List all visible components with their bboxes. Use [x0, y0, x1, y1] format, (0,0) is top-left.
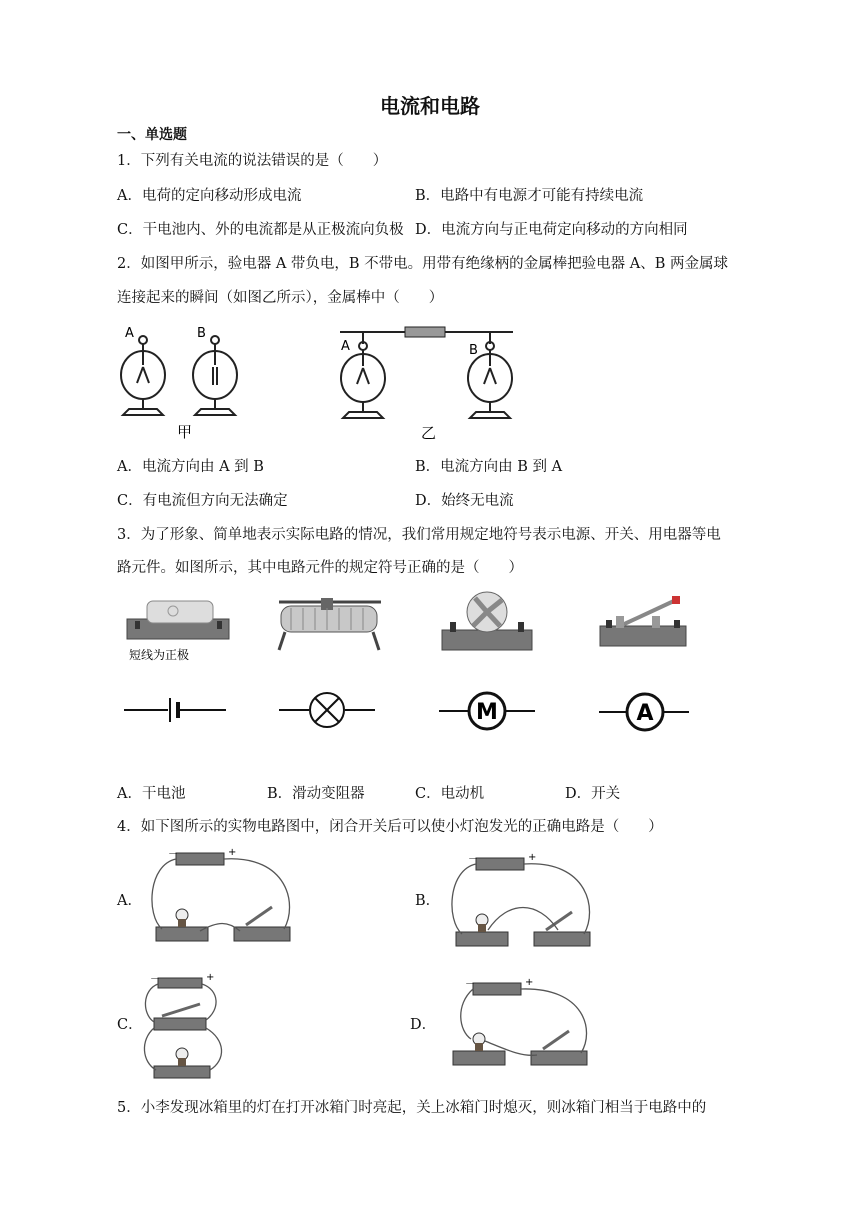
ammeter-letter: A — [636, 701, 654, 726]
plus-sign: + — [228, 847, 237, 858]
plus-sign: + — [528, 852, 537, 863]
q1-option-a: A．电荷的定向移动形成电流 — [117, 188, 302, 204]
q1-stem: 1．下列有关电流的说法错误的是（ ） — [117, 153, 388, 169]
minus-sign: － — [465, 979, 475, 990]
q4-option-d: D． — [410, 1017, 437, 1033]
q3-option-a: A．干电池 — [117, 786, 186, 802]
label-a: A — [341, 339, 350, 354]
label-yi: 乙 — [421, 424, 437, 442]
q4-option-a: A． — [117, 893, 142, 909]
q2-option-b: B．电流方向由 B 到 A — [415, 459, 563, 475]
motor-symbol — [437, 688, 539, 734]
rheostat-photo — [273, 594, 388, 654]
q3-option-c: C．电动机 — [415, 786, 485, 802]
label-b: B — [469, 343, 478, 358]
electroscope-a — [121, 336, 165, 415]
page-title: 电流和电路 — [380, 94, 480, 118]
section-heading: 一、单选题 — [117, 127, 187, 143]
q4-stem: 4．如下图所示的实物电路图中，闭合开关后可以使小灯泡发光的正确电路是（ ） — [117, 819, 663, 835]
insulated-handle — [405, 327, 445, 337]
switch-photo — [598, 594, 690, 652]
ammeter-symbol — [597, 688, 693, 736]
q2-option-c: C．有电流但方向无法确定 — [117, 493, 288, 509]
motor-letter: M — [476, 700, 498, 725]
q4-circuit-d — [445, 975, 595, 1070]
q5-stem: 5．小李发现冰箱里的灯在打开冰箱门时亮起，关上冰箱门时熄灭，则冰箱门相当于电路中的 — [117, 1100, 707, 1116]
electroscope-b — [193, 336, 237, 415]
battery-photo — [125, 597, 235, 667]
q4-option-b: B． — [415, 893, 441, 909]
minus-sign: － — [150, 974, 160, 985]
q1-option-d: D．电流方向与正电荷定向移动的方向相同 — [415, 222, 688, 238]
q2-figure-yi — [335, 322, 520, 444]
q2-option-a: A．电流方向由 A 到 B — [117, 459, 264, 475]
q3-stem-line1: 3．为了形象、简单地表示实际电路的情况，我们常用规定地符号表示电源、开关、用电器等电 — [117, 527, 721, 543]
minus-sign: － — [168, 849, 178, 860]
minus-sign: － — [468, 854, 478, 865]
plus-sign: + — [206, 972, 215, 983]
battery-caption: 短线为正极 — [129, 648, 190, 662]
q1-option-c: C．干电池内、外的电流都是从正极流向负极 — [117, 222, 404, 238]
lamp-symbol — [277, 688, 377, 732]
q2-stem-line1: 2．如图甲所示，验电器 A 带负电，B 不带电。用带有绝缘柄的金属棒把验电器 A、B 两金属球 — [117, 256, 729, 272]
battery-symbol — [122, 690, 232, 730]
label-a: A — [125, 326, 134, 341]
q1-option-b: B．电路中有电源才可能有持续电流 — [415, 188, 644, 204]
q3-option-d: D．开关 — [565, 786, 621, 802]
q4-circuit-b — [448, 850, 598, 950]
q3-option-b: B．滑动变阻器 — [267, 786, 365, 802]
plus-sign: + — [525, 977, 534, 988]
q4-option-c: C． — [117, 1017, 143, 1033]
q3-stem-line2: 路元件。如图所示，其中电路元件的规定符号正确的是（ ） — [117, 560, 523, 576]
q4-circuit-c — [140, 970, 230, 1082]
label-jia: 甲 — [177, 423, 193, 441]
motor-photo — [440, 590, 535, 655]
q2-option-d: D．始终无电流 — [415, 493, 514, 509]
label-b: B — [197, 326, 206, 341]
q2-stem-line2: 连接起来的瞬间（如图乙所示），金属棒中（ ） — [117, 290, 444, 306]
q2-figure-jia — [115, 325, 255, 445]
q4-circuit-a — [148, 845, 298, 945]
